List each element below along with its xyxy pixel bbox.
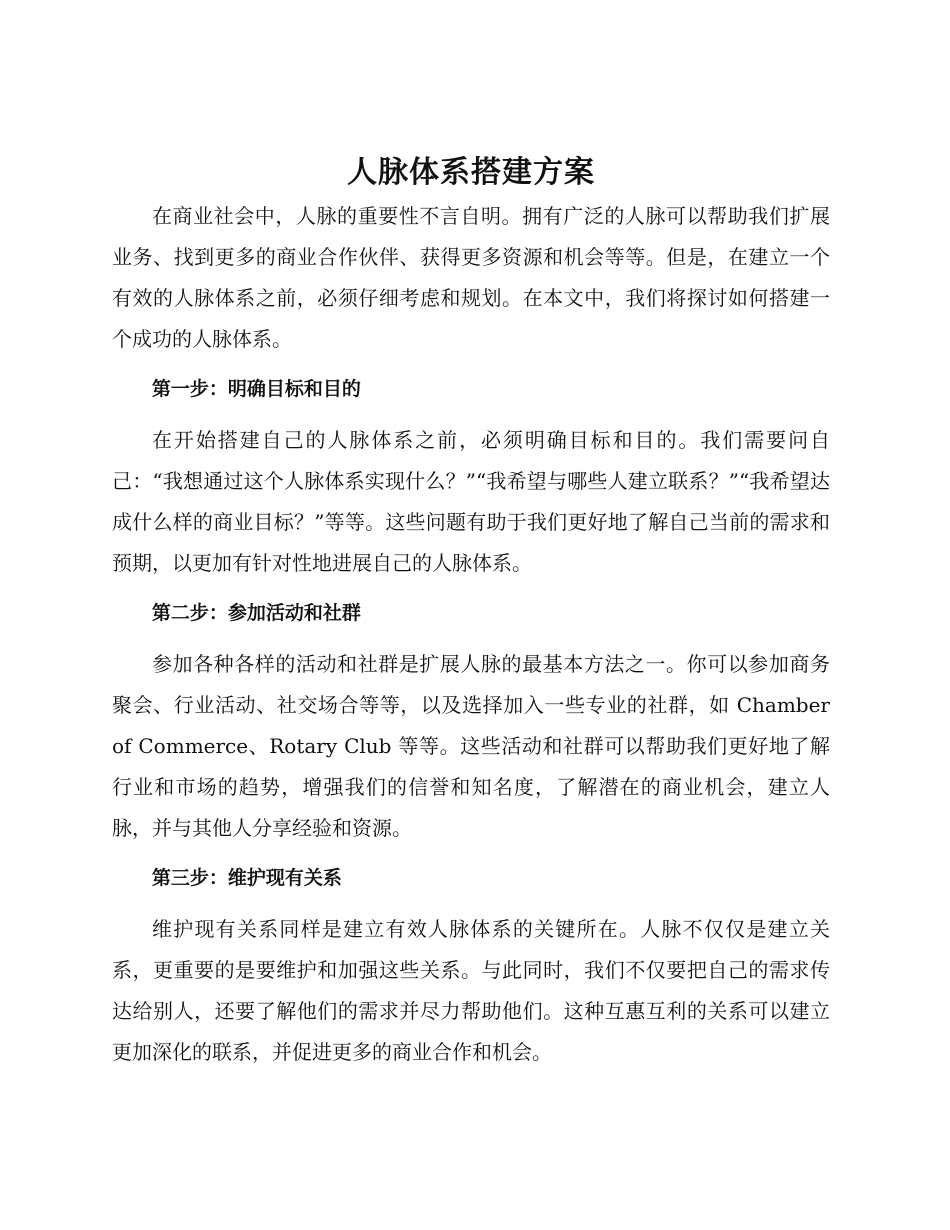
step-1-paragraph: 在开始搭建自己的人脉体系之前，必须明确目标和目的。我们需要问自己：“我想通过这个人脉体系实现什么？”“我希望与哪些人建立联系？”“我希望达成什么样的商业目标？”等等。这些问题有助于我们更好地了解自己当前的需求和预期，以更加有针对性地进展自己的人脉体系。 <box>112 428 830 575</box>
step-2-heading: 第二步：参加活动和社群 <box>151 602 361 624</box>
intro-paragraph: 在商业社会中，人脉的重要性不言自明。拥有广泛的人脉可以帮助我们扩展业务、找到更多的商业合作伙伴、获得更多资源和机会等等。但是，在建立一个有效的人脉体系之前，必须仔细考虑和规划。在本文中，我们将探讨如何搭建一个成功的人脉体系。 <box>112 204 830 351</box>
step-3-paragraph: 维护现有关系同样是建立有效人脉体系的关键所在。人脉不仅仅是建立关系，更重要的是要维护和加强这些关系。与此同时，我们不仅要把自己的需求传达给别人，还要了解他们的需求并尽力帮助他们。这种互惠互利的关系可以建立更加深化的联系，并促进更多的商业合作和机会。 <box>112 917 830 1064</box>
document-page <box>112 150 830 1073</box>
step-3-heading: 第三步：维护现有关系 <box>151 867 342 889</box>
step-2-paragraph: 参加各种各样的活动和社群是扩展人脉的最基本方法之一。你可以参加商务聚会、行业活动、社交场合等等，以及选择加入一些专业的社群，如 Chamber of Commerce、Rotary Club 等等。这些活动和社群可以帮助我们更好地了解行业和市场的趋势，增强我们的信誉和知名度，了解潜在的商业机会，建立人脉，并与其他人分享经验和资源。 <box>112 652 830 840</box>
step-1-heading: 第一步：明确目标和目的 <box>151 378 361 400</box>
page-title: 人脉体系搭建方案 <box>347 155 595 190</box>
